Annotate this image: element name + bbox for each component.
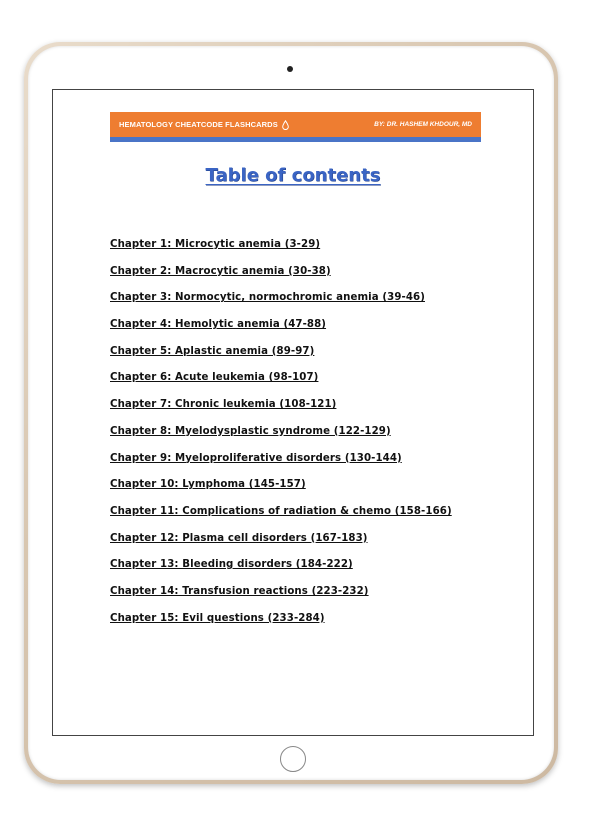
toc-link-chapter-12[interactable]: Chapter 12: Plasma cell disorders (167-183) xyxy=(110,532,368,544)
toc-link-chapter-2[interactable]: Chapter 2: Macrocytic anemia (30-38) xyxy=(110,265,331,277)
toc-link-chapter-14[interactable]: Chapter 14: Transfusion reactions (223-232) xyxy=(110,585,369,597)
page-title: Table of contents xyxy=(205,165,381,186)
toc-link-chapter-4[interactable]: Chapter 4: Hemolytic anemia (47-88) xyxy=(110,319,327,331)
header-title-group xyxy=(119,120,289,130)
camera-icon xyxy=(287,66,293,72)
toc-link-chapter-9[interactable]: Chapter 9: Myeloproliferative disorders (130-144) xyxy=(110,452,402,464)
header-stripe xyxy=(110,137,481,142)
header-bar xyxy=(110,112,481,137)
toc-link-chapter-5[interactable]: Chapter 5: Aplastic anemia (89-97) xyxy=(110,345,315,357)
toc-link-chapter-11[interactable]: Chapter 11: Complications of radiation & chemo (158-166) xyxy=(110,505,452,517)
header-author: BY: DR. HASHEM KHDOUR, MD xyxy=(374,121,472,128)
toc-link-chapter-13[interactable]: Chapter 13: Bleeding disorders (184-222) xyxy=(110,559,353,571)
toc-link-chapter-6[interactable]: Chapter 6: Acute leukemia (98-107) xyxy=(110,372,319,384)
toc-list xyxy=(110,236,452,636)
toc-link-chapter-7[interactable]: Chapter 7: Chronic leukemia (108-121) xyxy=(110,399,337,411)
toc-link-chapter-3[interactable]: Chapter 3: Normocytic, normochromic anemia (39-46) xyxy=(110,292,425,304)
toc-link-chapter-1[interactable]: Chapter 1: Microcytic anemia (3-29) xyxy=(110,239,321,250)
toc-link-chapter-10[interactable]: Chapter 10: Lymphoma (145-157) xyxy=(110,479,306,491)
toc-link-chapter-15[interactable]: Chapter 15: Evil questions (233-284) xyxy=(110,612,325,624)
document-page xyxy=(52,89,534,736)
header-title: HEMATOLOGY CHEATCODE FLASHCARDS xyxy=(119,120,278,129)
drop-icon xyxy=(282,120,289,130)
document-header xyxy=(110,112,481,142)
toc-link-chapter-8[interactable]: Chapter 8: Myelodysplastic syndrome (122-129) xyxy=(110,425,391,437)
home-button[interactable] xyxy=(280,746,306,772)
